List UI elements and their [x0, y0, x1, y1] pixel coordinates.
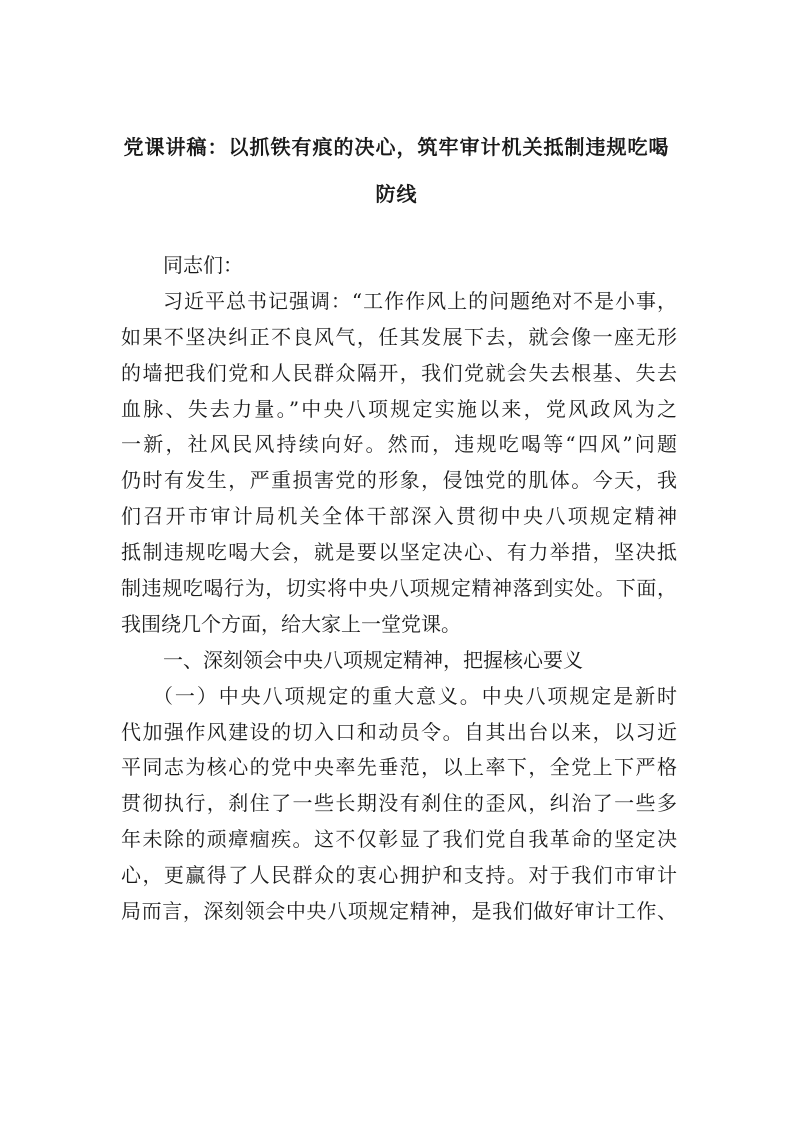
paragraph-line: 习近平总书记强调：“工作作风上的问题绝对不是小事， [163, 288, 677, 313]
paragraph-line: 制违规吃喝行为，切实将中央八项规定精神落到实处。下面， [121, 576, 677, 601]
salutation: 同志们： [163, 253, 243, 277]
paragraph-line: 血脉、失去力量。”中央八项规定实施以来，党风政风为之 [121, 396, 677, 421]
paragraph-line: 年未除的顽瘴痼疾。这不仅彰显了我们党自我革命的坚定决 [121, 827, 677, 852]
paragraph-line: 贯彻执行，刹住了一些长期没有刹住的歪风，纠治了一些多 [121, 791, 677, 816]
paragraph-line: 的墙把我们党和人民群众隔开，我们党就会失去根基、失去 [121, 360, 677, 385]
paragraph-line: 代加强作风建设的切入口和动员令。自其出台以来，以习近 [121, 719, 677, 744]
paragraph-line: 我围绕几个方面，给大家上一堂党课。 [121, 611, 461, 636]
paragraph-line: 们召开市审计局机关全体干部深入贯彻中央八项规定精神 [121, 504, 677, 529]
paragraph-line: （一）中央八项规定的重大意义。中央八项规定是新时 [153, 683, 677, 708]
paragraph-line: 一新，社风民风持续向好。然而，违规吃喝等“四风”问题 [121, 432, 677, 457]
paragraph-line: 抵制违规吃喝大会，就是要以坚定决心、有力举措，坚决抵 [121, 540, 677, 565]
paragraph-line: 如果不坚决纠正不良风气，任其发展下去，就会像一座无形 [121, 324, 677, 349]
paragraph-line: 局而言，深刻领会中央八项规定精神，是我们做好审计工作、 [121, 899, 677, 924]
section-heading: 一、深刻领会中央八项规定精神，把握核心要义 [163, 647, 583, 672]
document-title-line-2: 防线 [375, 182, 418, 206]
paragraph-line: 心，更赢得了人民群众的衷心拥护和支持。对于我们市审计 [121, 863, 677, 888]
document-body [121, 248, 677, 930]
paragraph-line: 仍时有发生，严重损害党的形象，侵蚀党的肌体。今天，我 [121, 468, 677, 493]
document-title-line-1: 党课讲稿：以抓铁有痕的决心，筑牢审计机关抵制违规吃喝 [123, 135, 670, 159]
paragraph-line: 平同志为核心的党中央率先垂范，以上率下，全党上下严格 [121, 755, 677, 780]
